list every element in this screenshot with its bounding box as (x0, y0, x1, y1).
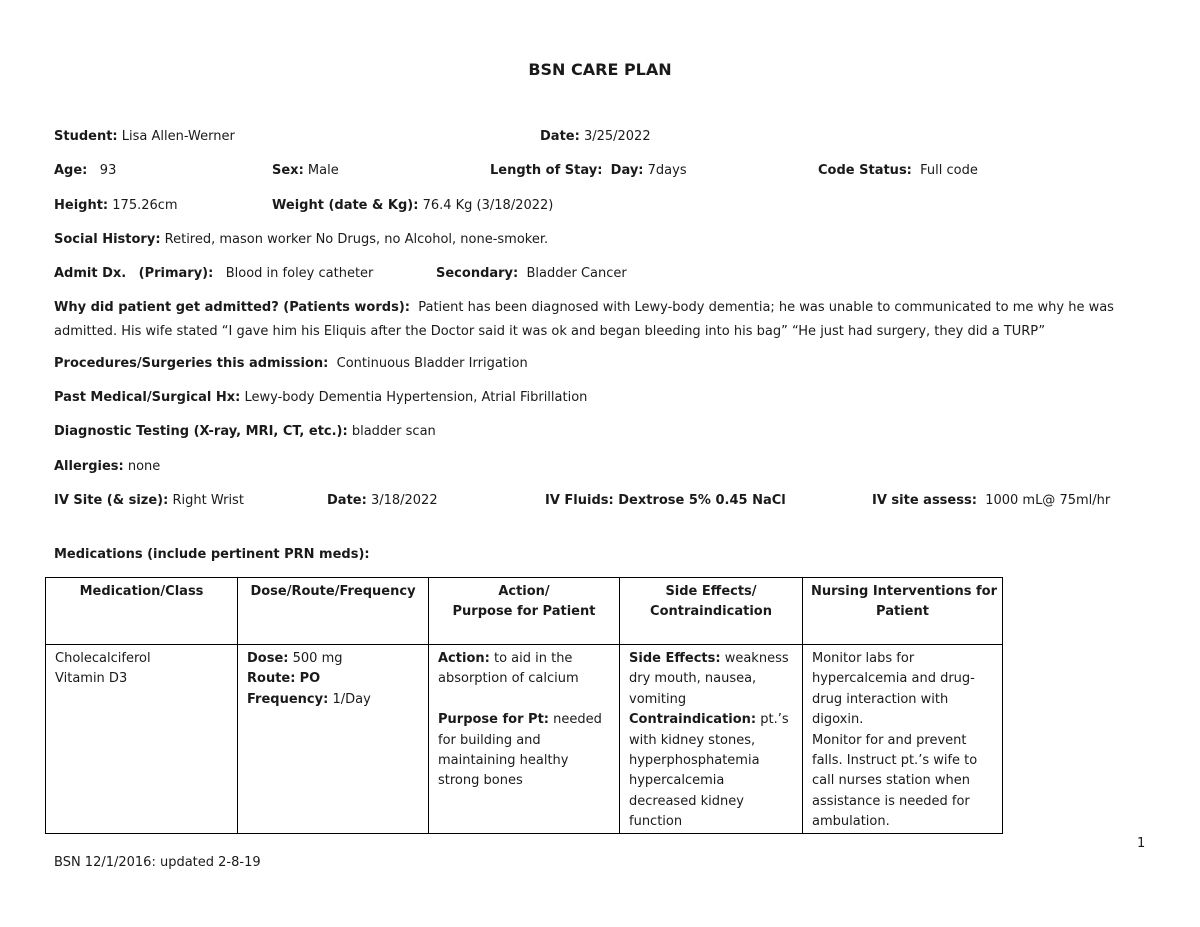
cell-medication: Cholecalciferol Vitamin D3 (46, 645, 238, 834)
procedures-label: Procedures/Surgeries this admission: (54, 356, 329, 371)
iv-site-value: Right Wrist (172, 493, 244, 508)
age-field (54, 163, 116, 178)
page-title: BSN CARE PLAN (528, 60, 672, 79)
iv-fluids-field (545, 493, 786, 508)
medications-table (45, 577, 1003, 834)
weight-value: 76.4 Kg (3/18/2022) (422, 198, 554, 213)
iv-date-label: Date: (327, 493, 367, 508)
why-admitted-field (54, 296, 1134, 344)
iv-assess-label: IV site assess: (872, 493, 977, 508)
iv-fluids-label: IV Fluids: Dextrose 5% 0.45 NaCl (545, 493, 786, 508)
height-label: Height: (54, 198, 109, 213)
iv-date-field (327, 493, 438, 508)
student-label: Student: (54, 129, 118, 144)
age-label: Age: (54, 163, 88, 178)
length-of-stay-field (490, 163, 687, 178)
iv-date-value: 3/18/2022 (370, 493, 438, 508)
diagnostic-field (54, 424, 436, 439)
los-day-label: Day: (610, 163, 644, 178)
why-admitted-value: Patient has been diagnosed with Lewy-body dementia; he was unable to communicated to me why he was admitted. His wife stated “I gave him his Eliquis after the Doctor said it was ok and began bleeding into his bag” “He just had surgery, they did a TURP” (54, 300, 1114, 339)
past-hx-value: Lewy-body Dementia Hypertension, Atrial Fibrillation (244, 390, 588, 405)
allergies-field (54, 459, 160, 474)
allergies-value: none (127, 459, 161, 474)
cell-nursing-interventions: Monitor labs for hypercalcemia and drug- drug interaction with digoxin. Monitor for and prevent falls. Instruct pt.’s wife to call nurses station when assistance is needed for ambulation. (803, 645, 1003, 834)
code-status-label: Code Status: (818, 163, 912, 178)
table-header-row (46, 578, 1003, 645)
header-action-purpose: Action/ Purpose for Patient (429, 578, 620, 645)
iv-site-label: IV Site (& size): (54, 493, 169, 508)
cell-side-effects: Side Effects: weakness dry mouth, nausea, vomiting Contraindication: pt.’s with kidney stones, hyperphosphatemia hypercalcemia decreased kidney function (620, 645, 803, 834)
student-field (54, 129, 235, 144)
code-status-value: Full code (920, 163, 978, 178)
iv-site-field (54, 493, 244, 508)
diagnostic-value: bladder scan (351, 424, 436, 439)
page-number: 1 (1137, 836, 1146, 851)
student-value: Lisa Allen-Werner (121, 129, 235, 144)
admit-label: Admit Dx. (54, 266, 127, 281)
weight-field (272, 198, 553, 213)
sex-label: Sex: (272, 163, 304, 178)
iv-assess-field (872, 493, 1110, 508)
medications-heading: Medications (include pertinent PRN meds): (54, 547, 370, 562)
sex-value: Male (307, 163, 339, 178)
height-value: 175.26cm (112, 198, 178, 213)
height-field (54, 198, 178, 213)
footer-text: BSN 12/1/2016: updated 2-8-19 (54, 855, 261, 870)
header-dose-route-frequency: Dose/Route/Frequency (238, 578, 429, 645)
admit-dx-field (54, 266, 373, 281)
weight-label: Weight (date & Kg): (272, 198, 419, 213)
los-label: Length of Stay: (490, 163, 603, 178)
date-label: Date: (540, 129, 580, 144)
procedures-field (54, 356, 528, 371)
why-admitted-label: Why did patient get admitted? (Patients words): (54, 300, 410, 315)
admit-secondary-label: Secondary: (436, 266, 519, 281)
date-value: 3/25/2022 (583, 129, 651, 144)
header-medication-class: Medication/Class (46, 578, 238, 645)
admit-secondary-field (436, 266, 627, 281)
cell-dose-route-frequency: Dose: 500 mg Route: PO Frequency: 1/Day (238, 645, 429, 834)
past-hx-label: Past Medical/Surgical Hx: (54, 390, 241, 405)
procedures-value: Continuous Bladder Irrigation (336, 356, 528, 371)
social-history-value: Retired, mason worker No Drugs, no Alcohol, none-smoker. (164, 232, 549, 247)
iv-assess-value: 1000 mL@ 75ml/hr (985, 493, 1111, 508)
diagnostic-label: Diagnostic Testing (X-ray, MRI, CT, etc.): (54, 424, 348, 439)
table-row (46, 645, 1003, 834)
age-value: 93 (99, 163, 117, 178)
header-side-effects: Side Effects/ Contraindication (620, 578, 803, 645)
cell-action-purpose: Action: to aid in the absorption of calcium Purpose for Pt: needed for building and maintaining healthy strong bones (429, 645, 620, 834)
admit-secondary-value: Bladder Cancer (526, 266, 627, 281)
social-history-label: Social History: (54, 232, 161, 247)
social-history-field (54, 232, 548, 247)
sex-field (272, 163, 339, 178)
code-status-field (818, 163, 978, 178)
los-value: 7days (647, 163, 687, 178)
header-nursing-interventions: Nursing Interventions for Patient (803, 578, 1003, 645)
admit-primary-label: (Primary): (138, 266, 214, 281)
date-field (540, 129, 651, 144)
past-hx-field (54, 390, 587, 405)
allergies-label: Allergies: (54, 459, 124, 474)
admit-primary-value: Blood in foley catheter (225, 266, 374, 281)
